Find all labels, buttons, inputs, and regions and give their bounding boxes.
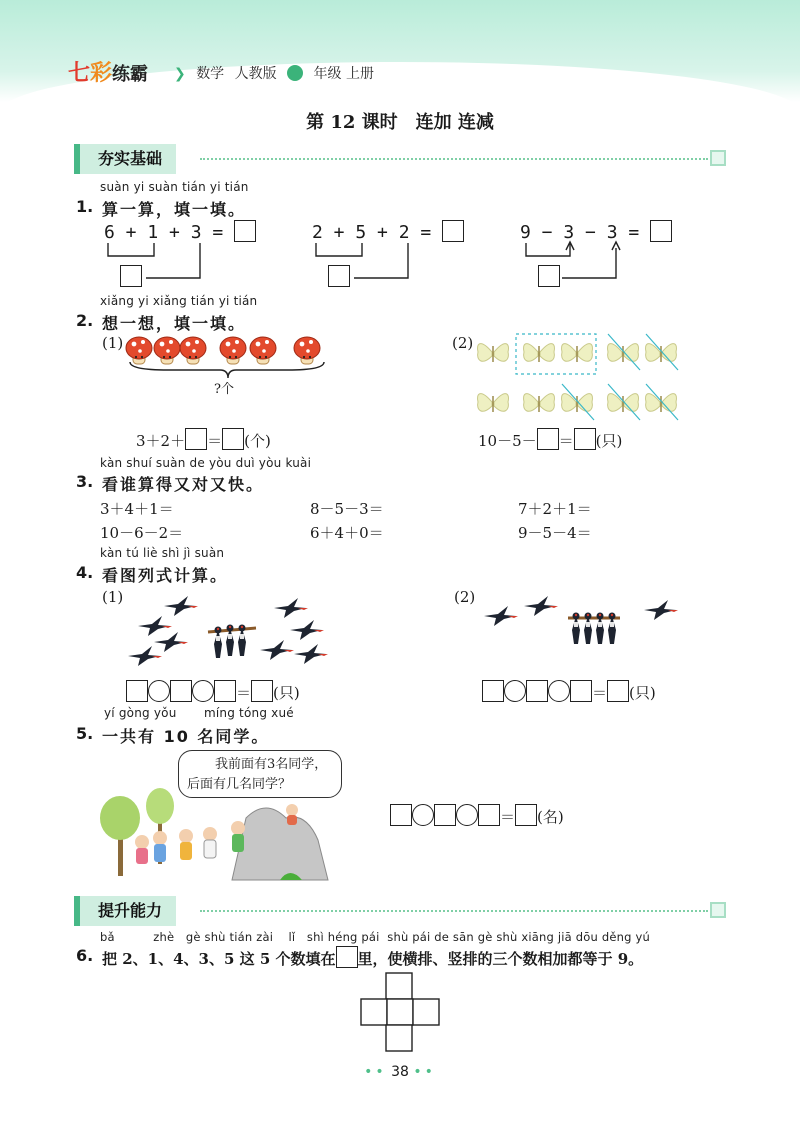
answer-box[interactable] <box>336 946 358 968</box>
q4-number: 4. <box>76 563 94 582</box>
q2-number: 2. <box>76 311 94 330</box>
operator-circle[interactable] <box>456 804 478 826</box>
q4-part1-label: (1) <box>102 588 124 606</box>
section-corner-mark <box>710 902 726 918</box>
q4-equation-1: ＝ (只) <box>126 680 300 703</box>
q2-text: 想一想，填一填。 <box>102 314 247 333</box>
butterfly-icon <box>646 394 677 412</box>
grid-cell <box>413 999 439 1025</box>
operator-circle[interactable] <box>412 804 434 826</box>
butterfly-icon <box>608 394 639 412</box>
q3-item: 8－5－3＝ <box>310 500 384 518</box>
tree-icon <box>100 796 140 876</box>
operator-circle[interactable] <box>148 680 170 702</box>
q1-number: 1. <box>76 197 94 216</box>
answer-box[interactable] <box>570 680 592 702</box>
swallow-icon <box>226 625 234 657</box>
operator-circle[interactable] <box>504 680 526 702</box>
swallow-icon <box>596 613 604 645</box>
bubble-line: 后面有几名同学？ <box>187 777 292 792</box>
answer-box[interactable] <box>607 680 629 702</box>
answer-box[interactable] <box>328 265 350 287</box>
swallow-icon <box>524 596 558 616</box>
q6-pinyin: bǎ zhè gè shù tián zài lǐ shì héng pái shù pái de sān gè shù xiāng jiā dōu děng yú <box>100 930 650 944</box>
section-corner-mark <box>710 150 726 166</box>
answer-box[interactable] <box>170 680 192 702</box>
section-title-basic: 夯实基础 <box>74 144 176 174</box>
q4-pinyin: kàn tú liè shì jì suàn <box>100 546 225 560</box>
swallow-icon <box>274 598 308 618</box>
section-divider <box>200 910 708 912</box>
page-decoration: •• <box>413 1064 436 1080</box>
q3-text: 看谁算得又对又快。 <box>102 475 265 494</box>
grade-label: 年级 上册 <box>313 66 374 82</box>
answer-box[interactable] <box>537 428 559 450</box>
swallow-icon <box>584 613 592 645</box>
grid-cell <box>361 999 387 1025</box>
swallow-icon <box>644 600 678 620</box>
answer-box[interactable] <box>478 804 500 826</box>
swallow-icon <box>138 616 172 636</box>
butterfly-icon <box>478 394 509 412</box>
page-decoration: •• <box>364 1064 387 1080</box>
butterfly-icon <box>608 344 639 362</box>
breadcrumb <box>168 63 374 83</box>
answer-box[interactable] <box>390 804 412 826</box>
grade-badge <box>287 65 303 81</box>
answer-box[interactable] <box>434 804 456 826</box>
q6-text: 把 2、1、4、3、5 这 5 个数填在 里，使横排、竖排的三个数相加都等于 9。 <box>102 946 643 969</box>
butterfly-grid <box>472 330 692 422</box>
answer-box[interactable] <box>442 220 464 242</box>
q3-item: 7＋2＋1＝ <box>518 500 592 518</box>
q2-equation-1: 3＋2＋ ＝ (个) <box>136 428 271 451</box>
answer-box[interactable] <box>214 680 236 702</box>
swallow-icon <box>164 596 198 616</box>
swallow-icon <box>290 620 324 640</box>
q4-text: 看图列式计算。 <box>102 566 229 585</box>
butterfly-icon <box>524 344 555 362</box>
grid-cell <box>387 999 413 1025</box>
answer-box[interactable] <box>222 428 244 450</box>
subject-label: 数学 <box>196 66 225 82</box>
rock-icon <box>232 808 328 880</box>
answer-box[interactable] <box>650 220 672 242</box>
answer-box[interactable] <box>526 680 548 702</box>
page-number <box>0 1064 800 1080</box>
butterfly-icon <box>478 344 509 362</box>
q3-item: 10－6－2＝ <box>100 524 184 542</box>
q4-equation-2: ＝ (只) <box>482 680 656 703</box>
page-title: 第 12 课时 连加 连减 <box>306 112 494 133</box>
bubble-line: 我前面有3名同学， <box>215 757 328 772</box>
edition-label: 人教版 <box>234 66 277 82</box>
swallow-icon <box>572 613 580 645</box>
q3-item: 9－5－4＝ <box>518 524 592 542</box>
q1-equation-2: 2 + 5 + 2 = <box>312 220 464 243</box>
q1-pinyin: suàn yi suàn tián yi tián <box>100 180 249 194</box>
q3-number: 3. <box>76 472 94 491</box>
butterfly-icon <box>646 344 677 362</box>
answer-box[interactable] <box>251 680 273 702</box>
q3-pinyin: kàn shuí suàn de yòu duì yòu kuài <box>100 456 312 470</box>
swallows-picture-1 <box>124 588 334 672</box>
section-header-basic <box>74 144 728 174</box>
q2-pinyin: xiǎng yi xiǎng tián yi tián <box>100 294 258 308</box>
butterfly-icon <box>562 344 593 362</box>
q3-item: 6＋4＋0＝ <box>310 524 384 542</box>
section-title-advanced: 提升能力 <box>74 896 176 926</box>
swallows-picture-2 <box>484 588 684 648</box>
answer-box[interactable] <box>234 220 256 242</box>
q5-pinyin-a: yí gòng yǒu <box>104 706 177 720</box>
grid-cell <box>386 1025 412 1051</box>
answer-box[interactable] <box>482 680 504 702</box>
q5-equation: ＝ (名) <box>390 804 564 827</box>
answer-box[interactable] <box>126 680 148 702</box>
swallow-icon <box>128 646 162 666</box>
operator-circle[interactable] <box>548 680 570 702</box>
q1-bracket-diagram <box>100 240 700 300</box>
section-divider <box>200 158 708 160</box>
swallow-icon <box>260 640 294 660</box>
swallow-icon <box>608 613 616 645</box>
q2-part2-label: (2) <box>452 334 474 352</box>
answer-box[interactable] <box>120 265 142 287</box>
q1-text: 算一算，填一填。 <box>102 200 247 219</box>
q5-text: 一共有 10 名同学。 <box>102 727 270 746</box>
swallow-icon <box>294 644 328 664</box>
chevron-right-icon: ❯ <box>174 66 186 82</box>
answer-box[interactable] <box>515 804 537 826</box>
q6-number: 6. <box>76 946 94 965</box>
answer-box[interactable] <box>538 265 560 287</box>
q4-part2-label: (2) <box>454 588 476 606</box>
q5-number: 5. <box>76 724 94 743</box>
butterfly-icon <box>524 394 555 412</box>
swallow-icon <box>238 625 246 657</box>
page-number-text: 38 <box>391 1064 409 1080</box>
q2-equation-2: 10－5－ ＝ (只) <box>478 428 622 451</box>
answer-box[interactable] <box>574 428 596 450</box>
q5-pinyin-b: míng tóng xué <box>204 706 294 720</box>
swallow-icon <box>214 627 222 659</box>
answer-box[interactable] <box>185 428 207 450</box>
swallow-icon <box>484 606 518 626</box>
q1-equation-3: 9 − 3 − 3 = <box>520 220 672 243</box>
children-illustration <box>96 784 336 884</box>
brand-logo: 七彩练霸 <box>68 60 149 86</box>
brace-label: ?个 <box>214 382 234 397</box>
operator-circle[interactable] <box>192 680 214 702</box>
swallow-icon <box>154 632 188 652</box>
q3-item: 3＋4＋1＝ <box>100 500 174 518</box>
grid-cell <box>386 973 412 999</box>
q1-equation-1: 6 + 1 + 3 = <box>104 220 256 243</box>
butterfly-icon <box>562 394 593 412</box>
cross-grid <box>360 972 440 1052</box>
section-header-advanced <box>74 896 728 926</box>
q2-part1-label: (1) <box>102 334 124 352</box>
